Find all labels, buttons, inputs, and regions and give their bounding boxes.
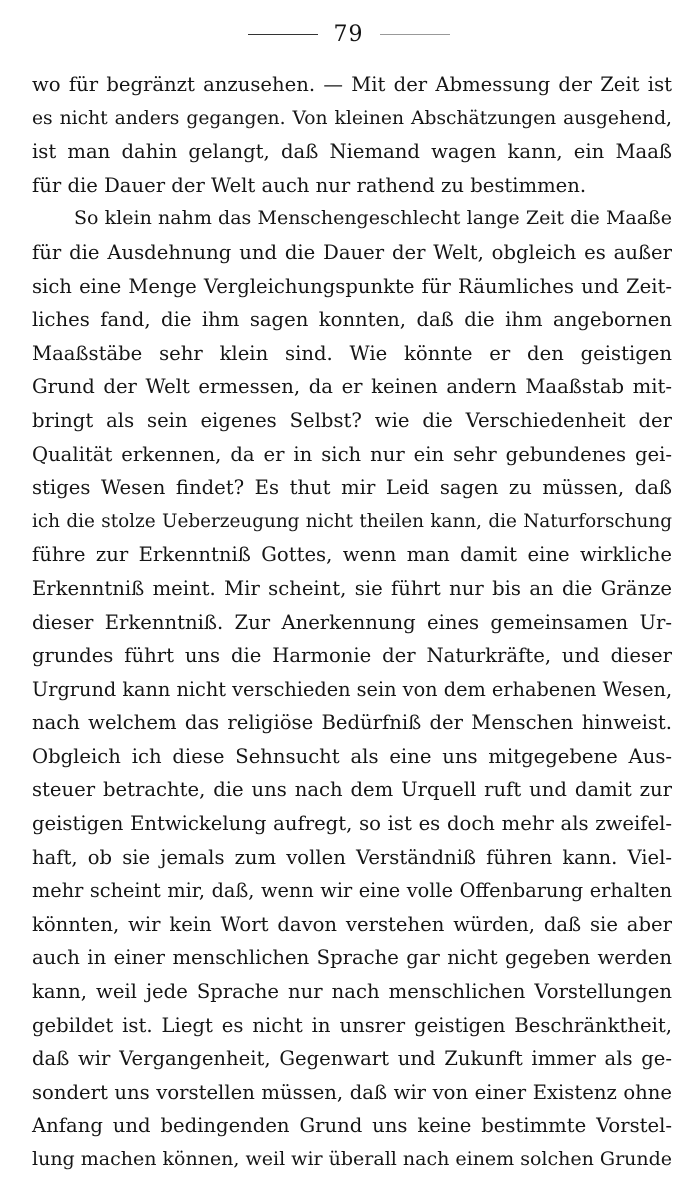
text-line: geistigen Entwickelung aufregt, so ist es doch mehr als zweifel- [32, 812, 672, 836]
text-line: mehr scheint mir, daß, wenn wir eine volle Offenbarung erhalten [32, 879, 672, 903]
text-line: Anfang und bedingenden Grund uns keine bestimmte Vorstel- [32, 1114, 672, 1138]
header-rule-left [248, 34, 318, 35]
body-text [32, 68, 672, 1177]
text-line: für die Ausdehnung und die Dauer der Welt, obgleich es außer [32, 240, 672, 264]
text-line: grundes führt uns die Harmonie der Naturkräfte, und dieser [32, 644, 672, 668]
text-line: sich eine Menge Vergleichungspunkte für Räumliches und Zeit- [32, 274, 672, 298]
text-line: auch in einer menschlichen Sprache gar nicht gegeben werden [32, 946, 672, 970]
text-line: haft, ob sie jemals zum vollen Verständniß führen kann. Viel- [32, 845, 672, 869]
text-line: liches fand, die ihm sagen konnten, daß die ihm angebornen [32, 308, 672, 332]
text-line: bringt als sein eigenes Selbst? wie die Verschiedenheit der [32, 408, 672, 432]
text-line: daß wir Vergangenheit, Gegenwart und Zukunft immer als ge- [32, 1047, 672, 1071]
text-line: für die Dauer der Welt auch nur rathend zu bestimmen. [32, 173, 587, 197]
text-line: führe zur Erkenntniß Gottes, wenn man damit eine wirkliche [32, 543, 672, 567]
text-line: stiges Wesen findet? Es thut mir Leid sagen zu müssen, daß [32, 476, 672, 500]
text-line: Urgrund kann nicht verschieden sein von dem erhabenen Wesen, [32, 677, 673, 701]
text-line: könnten, wir kein Wort davon verstehen würden, daß sie aber [32, 912, 672, 936]
text-line: sondert uns vorstellen müssen, daß wir von einer Existenz ohne [32, 1080, 672, 1104]
paragraph-first-line: So klein nahm das Menschengeschlecht lange Zeit die Maaße [74, 207, 672, 230]
text-line: dieser Erkenntniß. Zur Anerkennung eines gemeinsamen Ur- [32, 610, 672, 634]
text-line: ich die stolze Ueberzeugung nicht theilen kann, die Naturforschung [32, 510, 672, 532]
text-line: Grund der Welt ermessen, da er keinen andern Maaßstab mit- [32, 375, 672, 399]
text-line: wo für begränzt anzusehen. — Mit der Abmessung der Zeit ist [32, 73, 672, 96]
text-line: Erkenntniß meint. Mir scheint, sie führt nur bis an die Gränze [32, 576, 672, 600]
text-line: Maaßstäbe sehr klein sind. Wie könnte er den geistigen [32, 341, 672, 365]
page-header [0, 14, 697, 54]
text-line: gebildet ist. Liegt es nicht in unsrer geistigen Beschränktheit, [32, 1013, 672, 1037]
text-line: steuer betrachte, die uns nach dem Urquell ruft und damit zur [32, 778, 672, 802]
text-line: kann, weil jede Sprache nur nach menschlichen Vorstellungen [32, 980, 672, 1004]
text-line: ist man dahin gelangt, daß Niemand wagen kann, ein Maaß [32, 140, 672, 164]
text-line: Obgleich ich diese Sehnsucht als eine uns mitgegebene Aus- [32, 744, 672, 768]
text-line: Qualität erkennen, da er in sich nur ein sehr gebundenes gei- [32, 442, 672, 466]
text-line: es nicht anders gegangen. Von kleinen Abschätzungen ausgehend, [32, 107, 672, 129]
page-number: 79 [333, 21, 364, 47]
text-line: lung machen können, weil wir überall nach einem solchen Grunde [32, 1148, 673, 1170]
header-rule-right [380, 34, 450, 35]
text-line: nach welchem das religiöse Bedürfniß der Menschen hinweist. [32, 711, 672, 735]
